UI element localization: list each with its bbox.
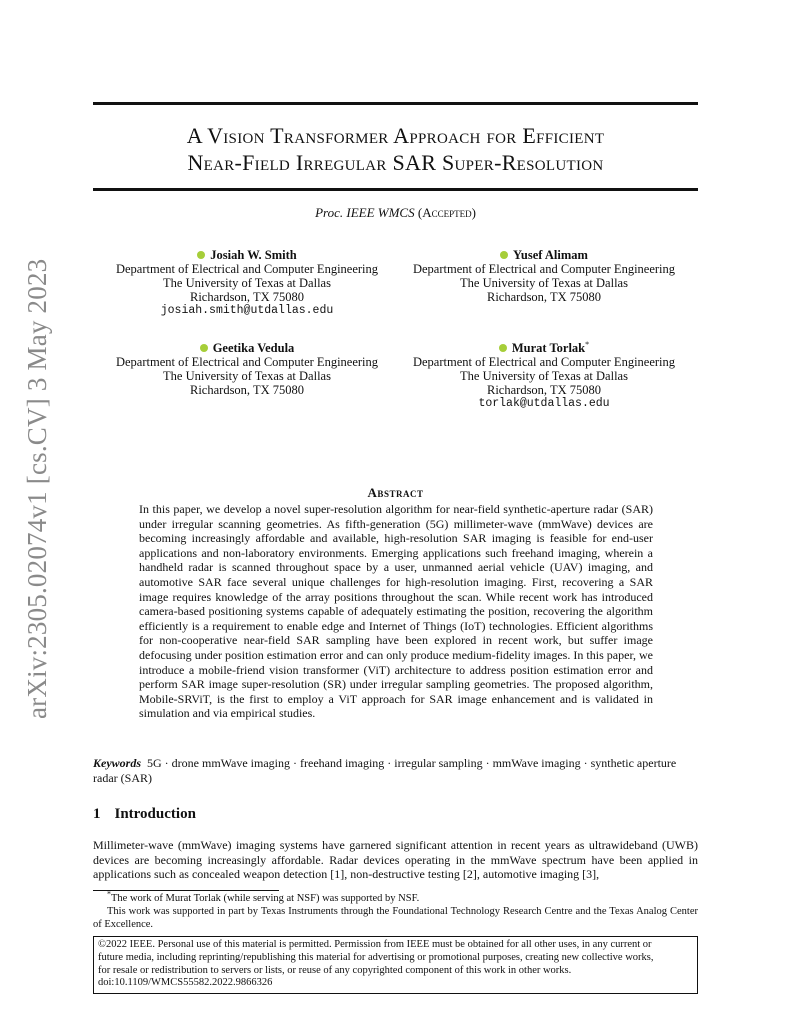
title-bottom-rule [93,188,698,191]
abstract-heading: Abstract [367,485,424,500]
author-university: The University of Texas at Dallas [460,369,628,383]
copyright-box [93,936,698,994]
orcid-icon[interactable] [197,251,205,259]
author-university: The University of Texas at Dallas [163,276,331,290]
author-city: Richardson, TX 75080 [190,290,304,304]
author-block-3 [97,341,397,397]
keywords-text: 5G · drone mmWave imaging · freehand imaging · irregular sampling · mmWave imaging · synthetic aperture radar (SAR) [93,756,677,785]
author-name: Geetika Vedula [212,341,295,355]
author-department: Department of Electrical and Computer Engineering [412,262,676,276]
author-department: Department of Electrical and Computer Engineering [412,355,676,369]
footnote-rule [93,890,279,891]
author-footnote-mark: * [585,339,590,349]
venue-name: Proc. IEEE WMCS [315,205,415,220]
venue-status: (Accepted) [417,205,476,220]
copyright-doi[interactable]: doi:10.1109/WMCS55582.2022.9866326 [98,977,273,989]
author-department: Department of Electrical and Computer Engineering [115,355,379,369]
venue-line [93,205,698,221]
author-block-4 [394,341,694,411]
author-university: The University of Texas at Dallas [460,276,628,290]
author-name: Murat Torlak [511,341,586,355]
author-city: Richardson, TX 75080 [190,383,304,397]
author-name: Josiah W. Smith [210,248,297,262]
author-city: Richardson, TX 75080 [487,383,601,397]
copyright-line-2: future media, including reprinting/republishing this material for advertising or promotional purposes, creating new collective works, [98,951,654,963]
abstract-text: In this paper, we develop a novel super-resolution algorithm for near-field synthetic-aperture radar (SAR) under irregular scanning geometries. As fifth-generation (5G) millimeter-wave (mmWave) devices are becoming increasingly affordable and available, high-resolution SAR imaging is feasible for end-user applications and non-laboratory environments. Emerging applications such freehand imaging, wherein a handheld radar is scanned throughout space by a user, unmanned aerial vehicle (UAV) imaging, and automotive SAR face several unique challenges for high-resolution imaging. First, recovering a SAR image requires knowledge of the array positions throughout the scan. While recent work has introduced camera-based positioning systems capable of adequately estimating the position, recovering the algorithm efficiently is a requirement to enable edge and Internet of Things (IoT) technologies. Efficient algorithms for non-cooperative near-field SAR sampling have been explored in recent work, but suffer image defocusing under position estimation error and can only produce medium-fidelity images. In this paper, we introduce a mobile-friend vision transformer (ViT) architecture to address position estimation error and perform SAR image super-resolution (SR) under irregular sampling geometries. The proposed algorithm, Mobile-SRViT, is the first to employ a ViT approach for SAR image enhancement and is validated in simulation and via empirical studies. [139,502,653,721]
footnote-1-text: The work of Murat Torlak (while serving at NSF) was supported by NSF. [111,893,420,904]
section-title: Introduction [114,806,196,822]
section-heading [93,806,196,823]
author-name: Yusef Alimam [513,248,588,262]
section-number: 1 [93,806,101,822]
paper-title-line-1: A Vision Transformer Approach for Efficient [186,123,605,148]
keywords [93,756,698,785]
footnote-mark: * [107,889,111,899]
keywords-label: Keywords [93,756,141,770]
author-block-2 [394,248,694,304]
author-email[interactable]: josiah.smith@utdallas.edu [160,304,334,317]
paper-title-line-2: Near-Field Irregular SAR Super-Resolution [187,150,604,175]
orcid-icon[interactable] [200,344,208,352]
footnote-2: This work was supported in part by Texas Instruments through the Foundational Technology Research Centre and the Texas Analog Center of Excellence. [93,905,698,930]
footnote-1 [93,889,698,906]
copyright-line-3: for resale or redistribution to servers or lists, or reuse of any copyrighted component of this work in other works. [98,964,572,976]
author-university: The University of Texas at Dallas [163,369,331,383]
section-body-text: Millimeter-wave (mmWave) imaging systems have garnered significant attention in recent years as ultrawideband (UWB) devices are becoming increasingly affordable. Radar devices operating in the mmWave spectrum have been applied in applications such as concealed weapon detection [1], non-destructive testing [2], automotive imaging [3], [93,838,698,882]
author-email[interactable]: torlak@utdallas.edu [478,397,610,410]
author-city: Richardson, TX 75080 [487,290,601,304]
orcid-icon[interactable] [499,344,507,352]
arxiv-identifier: arXiv:2305.02074v1 [cs.CV] 3 May 2023 [22,258,52,719]
copyright-line-1: ©2022 IEEE. Personal use of this material is permitted. Permission from IEEE must be obtained for all other uses, in any current or [98,939,652,950]
title-top-rule [93,102,698,105]
author-block-1 [97,248,397,318]
orcid-icon[interactable] [500,251,508,259]
footnotes [93,889,698,931]
author-department: Department of Electrical and Computer Engineering [115,262,379,276]
